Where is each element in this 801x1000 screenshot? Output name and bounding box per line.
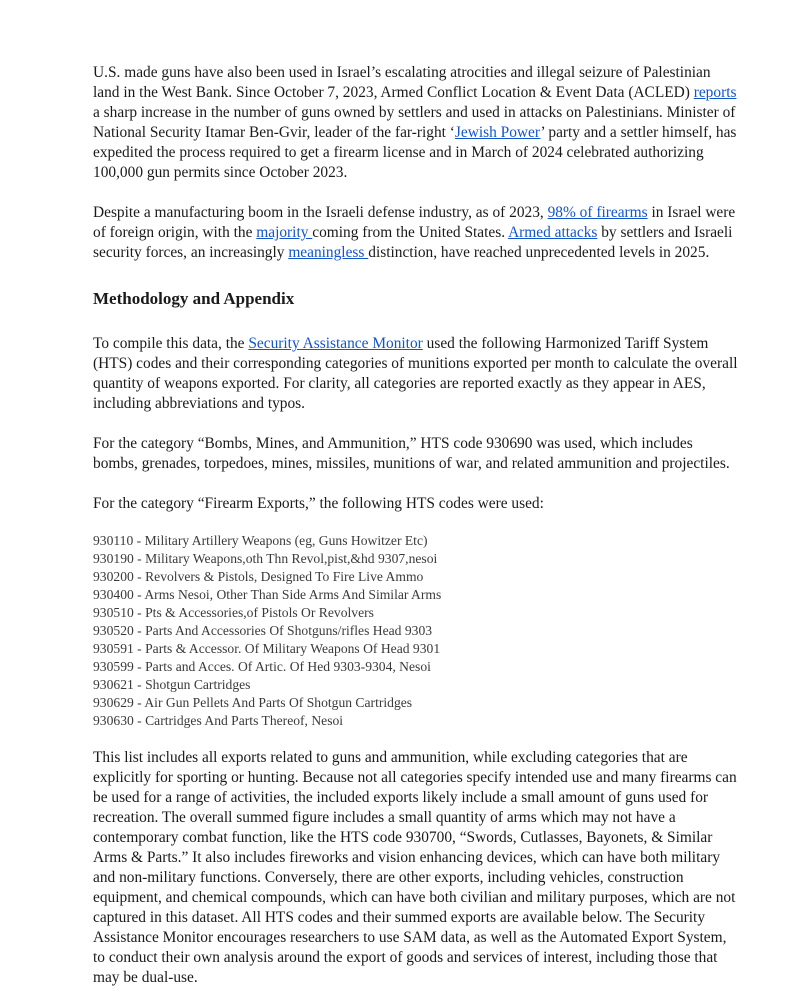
hts-code-item: 930630 - Cartridges And Parts Thereof, Nesoi xyxy=(93,713,344,728)
hts-code-item: 930591 - Parts & Accessor. Of Military Weapons Of Head 9301 xyxy=(93,641,441,656)
link-majority[interactable]: majority xyxy=(256,224,313,241)
link-reports[interactable]: reports xyxy=(693,84,737,101)
text-span: To compile this data, the xyxy=(93,335,249,352)
hts-code-item: 930190 - Military Weapons,oth Thn Revol,pist,&hd 9307,nesoi xyxy=(93,551,438,566)
hts-code-list xyxy=(93,532,738,730)
paragraph-scope-notes: This list includes all exports related to guns and ammunition, while excluding categories that are explicitly for sporting or hunting. Because not all categories specify intended use and many firearms can be used for a range of activities, the included exports likely include a small amount of guns used for recreation. The overall summed figure includes a small quantity of arms which may not have a contemporary combat function, like the HTS code 930700, “Swords, Cutlasses, Bayonets, & Similar Arms & Parts.” It also includes fireworks and vision enhancing devices, which can have both military and non-military functions. Conversely, there are other exports, including vehicles, construction equipment, and chemical compounds, which can have both civilian and military purposes, which are not captured in this dataset. All HTS codes and their summed exports are available below. The Security Assistance Monitor encourages researchers to use SAM data, as well as the Automated Export System, to conduct their own analysis around the export of goods and services of interest, including those that may be dual-use. xyxy=(93,749,737,986)
section-heading: Methodology and Appendix xyxy=(93,289,295,308)
text-span: distinction, have reached unprecedented levels in 2025. xyxy=(368,244,710,261)
hts-code-item: 930110 - Military Artillery Weapons (eg, Guns Howitzer Etc) xyxy=(93,533,428,548)
text-span: ’ party and a settler himself, has expedited the process required to get a firearm license and in March of 2024 celebrated authorizing 100,000 gun permits since October 2023. xyxy=(93,124,737,181)
hts-code-item: 930200 - Revolvers & Pistols, Designed To Fire Live Ammo xyxy=(93,569,424,584)
hts-code-item: 930599 - Parts and Acces. Of Artic. Of Hed 9303-9304, Nesoi xyxy=(93,659,431,674)
link-98-percent-firearms[interactable]: 98% of firearms xyxy=(547,204,648,221)
link-meaningless[interactable]: meaningless xyxy=(288,244,369,261)
link-jewish-power[interactable]: Jewish Power xyxy=(454,124,541,141)
paragraph-firearm-category: For the category “Firearm Exports,” the following HTS codes were used: xyxy=(93,495,544,512)
link-armed-attacks[interactable]: Armed attacks xyxy=(508,224,598,241)
document-page xyxy=(93,63,738,988)
hts-code-item: 930629 - Air Gun Pellets And Parts Of Shotgun Cartridges xyxy=(93,695,413,710)
text-span: U.S. made guns have also been used in Israel’s escalating atrocities and illegal seizure of Palestinian land in the West Bank. Since October 7, 2023, Armed Conflict Location & Event Data (ACLED) xyxy=(93,64,711,101)
hts-code-item: 930510 - Pts & Accessories,of Pistols Or Revolvers xyxy=(93,605,374,620)
text-span: used the following Harmonized Tariff System (HTS) codes and their corresponding categories of munitions exported per month to calculate the overall quantity of weapons exported. For clarity, all categories are reported exactly as they appear in AES, including abbreviations and typos. xyxy=(93,335,738,412)
hts-code-item: 930400 - Arms Nesoi, Other Than Side Arms And Similar Arms xyxy=(93,587,442,602)
paragraph-methodology xyxy=(93,334,738,414)
paragraph-bombs-category: For the category “Bombs, Mines, and Ammunition,” HTS code 930690 was used, which includes bombs, grenades, torpedoes, mines, missiles, munitions of war, and related ammunition and projectiles. xyxy=(93,435,730,472)
text-span: a sharp increase in the number of guns owned by settlers and used in attacks on Palestinians. Minister of National Security Itamar Ben-Gvir, leader of the far-right ‘ xyxy=(93,104,736,141)
text-span: Despite a manufacturing boom in the Israeli defense industry, as of 2023, xyxy=(93,204,548,221)
hts-code-item: 930621 - Shotgun Cartridges xyxy=(93,677,251,692)
text-span: by settlers and Israeli security forces, an increasingly xyxy=(93,224,733,261)
hts-code-item: 930520 - Parts And Accessories Of Shotguns/rifles Head 9303 xyxy=(93,623,433,638)
text-span: coming from the United States. xyxy=(312,224,509,241)
paragraph-foreign-origin xyxy=(93,203,738,263)
text-span: in Israel were of foreign origin, with the xyxy=(93,204,736,241)
paragraph-west-bank xyxy=(93,63,738,183)
link-security-assistance-monitor[interactable]: Security Assistance Monitor xyxy=(248,335,423,352)
